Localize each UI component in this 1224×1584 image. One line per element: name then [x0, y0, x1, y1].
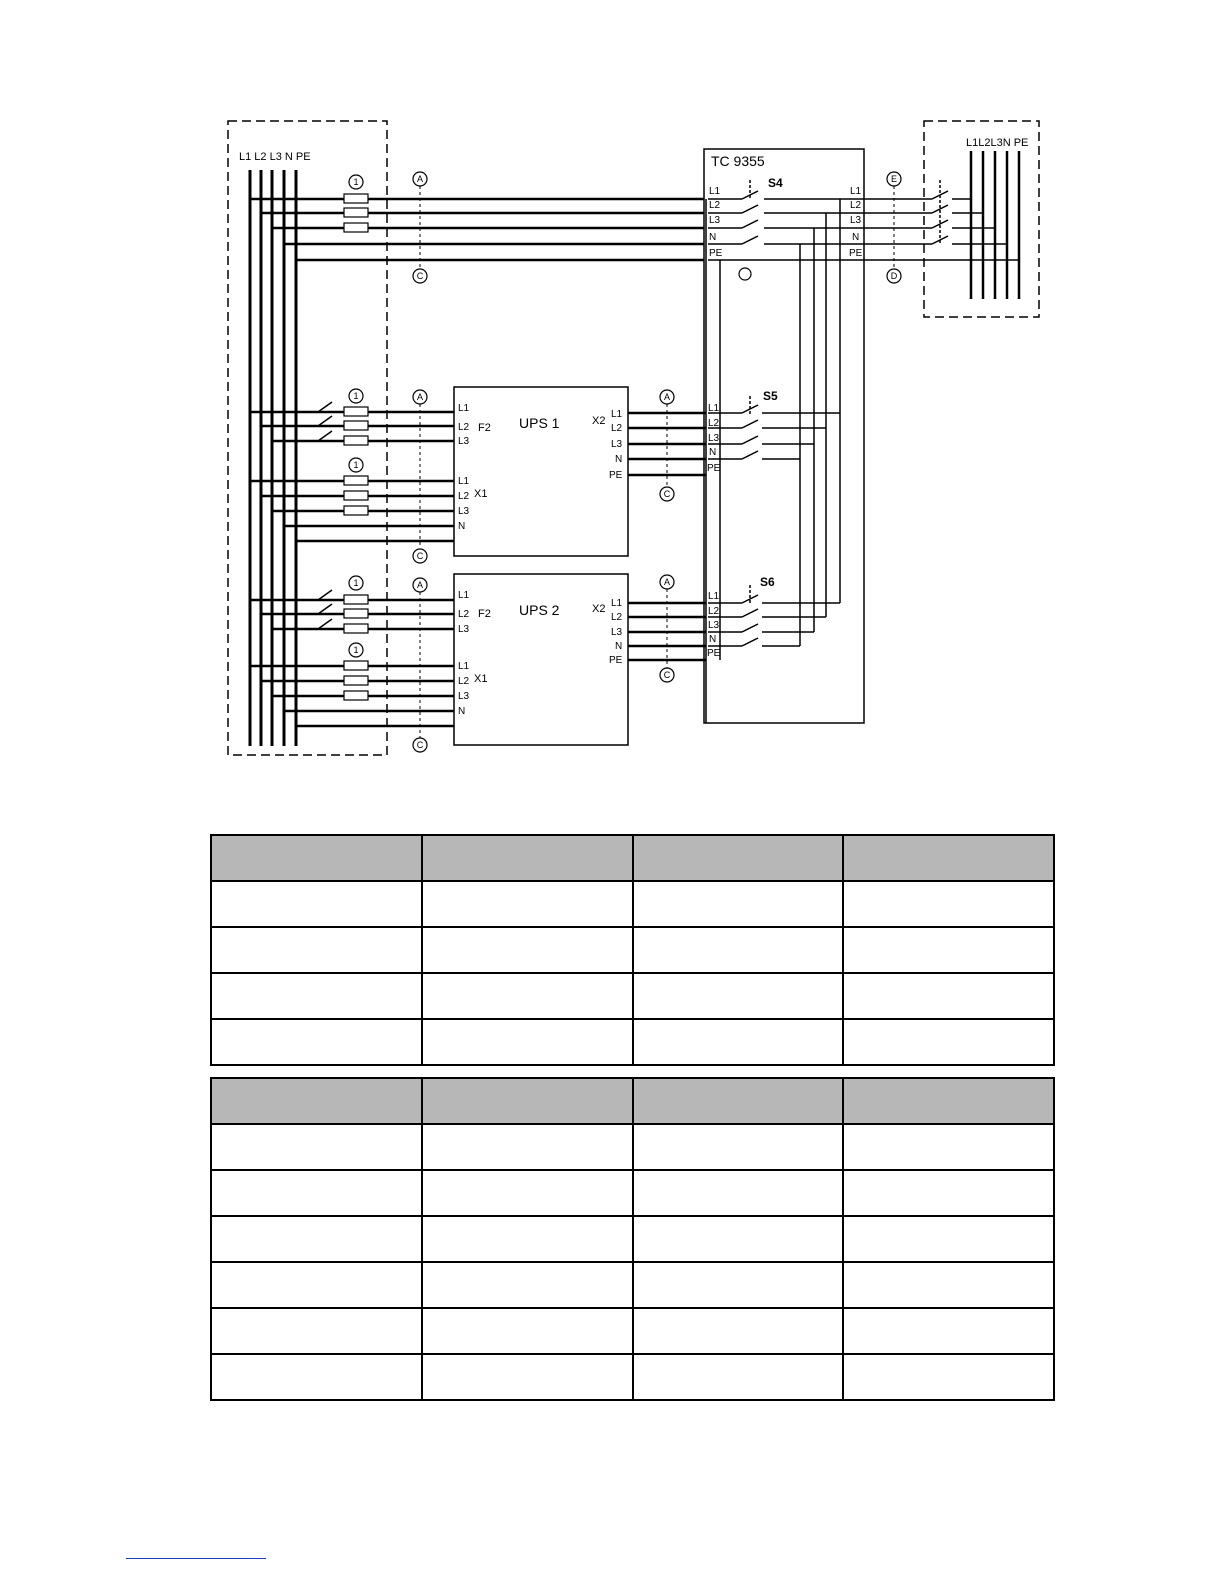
s5-pe: PE [707, 463, 721, 474]
marker-c: C [416, 551, 424, 561]
marker-e: E [890, 174, 898, 184]
ups1-x2-n: N [615, 454, 623, 465]
data-table-1 [210, 834, 1055, 1066]
s6-l3: L3 [708, 620, 720, 631]
table-row [211, 1170, 1054, 1216]
marker-d: D [890, 271, 898, 281]
table-cell [843, 881, 1054, 927]
fuse-marker: 1 [353, 177, 359, 187]
marker-c: C [663, 670, 671, 680]
ups1-box [454, 387, 628, 556]
switch-s6-label: S6 [760, 575, 775, 589]
marker-a: A [663, 577, 671, 587]
table-header-cell [843, 1078, 1054, 1124]
tc-title: TC 9355 [711, 153, 765, 169]
ups2-x2-l3: L3 [611, 627, 623, 638]
table-header-cell [843, 835, 1054, 881]
table-cell [633, 1354, 844, 1400]
table-cell [633, 1216, 844, 1262]
ups1-x2-l3: L3 [611, 439, 623, 450]
table-cell [211, 973, 422, 1019]
tc-in-pe: PE [709, 248, 723, 259]
ups1-f2: F2 [478, 422, 491, 434]
table-cell [633, 881, 844, 927]
ups1-f2-l1: L1 [458, 403, 470, 414]
table-cell [843, 1216, 1054, 1262]
table-header-row [211, 1078, 1054, 1124]
table-cell [422, 1354, 633, 1400]
table-cell [211, 881, 422, 927]
tc-in-l1: L1 [709, 186, 721, 197]
ups2-name: UPS 2 [519, 602, 560, 618]
s6-n: N [709, 634, 717, 645]
ups2-x2-pe: PE [609, 655, 623, 666]
switch-s5-label: S5 [763, 389, 778, 403]
table-header-row [211, 835, 1054, 881]
table-cell [843, 927, 1054, 973]
ups1-x2-pe: PE [609, 470, 623, 481]
s5-n: N [709, 447, 717, 458]
marker-a: A [416, 392, 424, 402]
tc-in-n: N [709, 232, 717, 243]
table-cell [633, 1019, 844, 1065]
table-cell [422, 973, 633, 1019]
table-cell [422, 1124, 633, 1170]
table-cell [211, 1124, 422, 1170]
table-cell [843, 1354, 1054, 1400]
table-cell [843, 1170, 1054, 1216]
table-cell [633, 1262, 844, 1308]
tc-in-l2: L2 [709, 200, 721, 211]
table-cell [211, 1308, 422, 1354]
table-cell [422, 1170, 633, 1216]
table-header-cell [422, 835, 633, 881]
table-row [211, 1019, 1054, 1065]
table-header-cell [422, 1078, 633, 1124]
ups1-x2: X2 [592, 415, 606, 427]
data-table-2 [210, 1077, 1055, 1401]
ups2-x1: X1 [474, 673, 488, 685]
load-bus-labels: L1L2L3N PE [966, 137, 1029, 149]
table-cell [633, 1308, 844, 1354]
s5-l3: L3 [708, 433, 720, 444]
table-cell [211, 1216, 422, 1262]
marker-a: A [416, 580, 424, 590]
ups1-x1-l2: L2 [458, 491, 470, 502]
ups1-x1-l1: L1 [458, 476, 470, 487]
table-cell [422, 1216, 633, 1262]
ups2-x2-l1: L1 [611, 598, 623, 609]
ups2-f2-l1: L1 [458, 590, 470, 601]
table-header-cell [211, 1078, 422, 1124]
table-header-cell [211, 835, 422, 881]
tc-out-pe: PE [849, 248, 863, 259]
tc-in-l3: L3 [709, 215, 721, 226]
tc-out-l1: L1 [850, 186, 862, 197]
s6-l2: L2 [708, 606, 720, 617]
ups1-x2-l2: L2 [611, 423, 623, 434]
table-row [211, 881, 1054, 927]
table-cell [211, 1354, 422, 1400]
table-cell [633, 927, 844, 973]
table-cell [422, 1308, 633, 1354]
table-row [211, 973, 1054, 1019]
tc-out-l2: L2 [850, 200, 862, 211]
table-cell [211, 1170, 422, 1216]
table-row [211, 1262, 1054, 1308]
table-cell [422, 1262, 633, 1308]
table-header-cell [633, 835, 844, 881]
supply-bus-labels: L1 L2 L3 N PE [239, 151, 311, 163]
ups2-x2: X2 [592, 603, 606, 615]
ups1-x1: X1 [474, 488, 488, 500]
ups1-f2-l2: L2 [458, 422, 470, 433]
table-row [211, 1354, 1054, 1400]
ups2-f2-l2: L2 [458, 609, 470, 620]
fuse-marker: 1 [353, 460, 359, 470]
ups2-x1-l2: L2 [458, 676, 470, 687]
ups2-box [454, 574, 628, 745]
ups1-x1-l3: L3 [458, 506, 470, 517]
ups2-x1-l3: L3 [458, 691, 470, 702]
ups2-x2-n: N [615, 641, 623, 652]
fuse-marker: 1 [353, 645, 359, 655]
load-cabinet-outline [924, 121, 1039, 317]
ups2-f2-l3: L3 [458, 624, 470, 635]
table-row [211, 1124, 1054, 1170]
ups1-x2-l1: L1 [611, 409, 623, 420]
table-header-cell [633, 1078, 844, 1124]
table-cell [422, 881, 633, 927]
table-cell [211, 1262, 422, 1308]
marker-c: C [416, 271, 424, 281]
table-cell [843, 1262, 1054, 1308]
table-cell [843, 1308, 1054, 1354]
s5-l2: L2 [708, 418, 720, 429]
tc-out-l3: L3 [850, 215, 862, 226]
table-row [211, 927, 1054, 973]
tc-out-n: N [852, 232, 860, 243]
table-cell [843, 1124, 1054, 1170]
table-cell [211, 1019, 422, 1065]
table-cell [843, 973, 1054, 1019]
s6-l1: L1 [708, 591, 720, 602]
footer-link-rule [126, 1558, 266, 1559]
table-cell [843, 1019, 1054, 1065]
table-row [211, 1308, 1054, 1354]
ups2-x1-n: N [458, 706, 466, 717]
ups1-x1-n: N [458, 521, 466, 532]
table-cell [633, 1170, 844, 1216]
table-cell [422, 1019, 633, 1065]
table-row [211, 1216, 1054, 1262]
fuse-marker: 1 [353, 578, 359, 588]
marker-c: C [416, 740, 424, 750]
fuse-marker: 1 [353, 391, 359, 401]
s5-l1: L1 [708, 403, 720, 414]
marker-a: A [663, 392, 671, 402]
table-cell [422, 927, 633, 973]
table-cell [633, 1124, 844, 1170]
ups2-f2: F2 [478, 608, 491, 620]
marker-c: C [663, 489, 671, 499]
ups2-x1-l1: L1 [458, 661, 470, 672]
switch-s4-label: S4 [768, 176, 783, 190]
ups1-f2-l3: L3 [458, 436, 470, 447]
table-cell [633, 973, 844, 1019]
s6-pe: PE [707, 648, 721, 659]
ups2-x2-l2: L2 [611, 612, 623, 623]
ups1-name: UPS 1 [519, 415, 560, 431]
marker-a: A [416, 174, 424, 184]
table-cell [211, 927, 422, 973]
